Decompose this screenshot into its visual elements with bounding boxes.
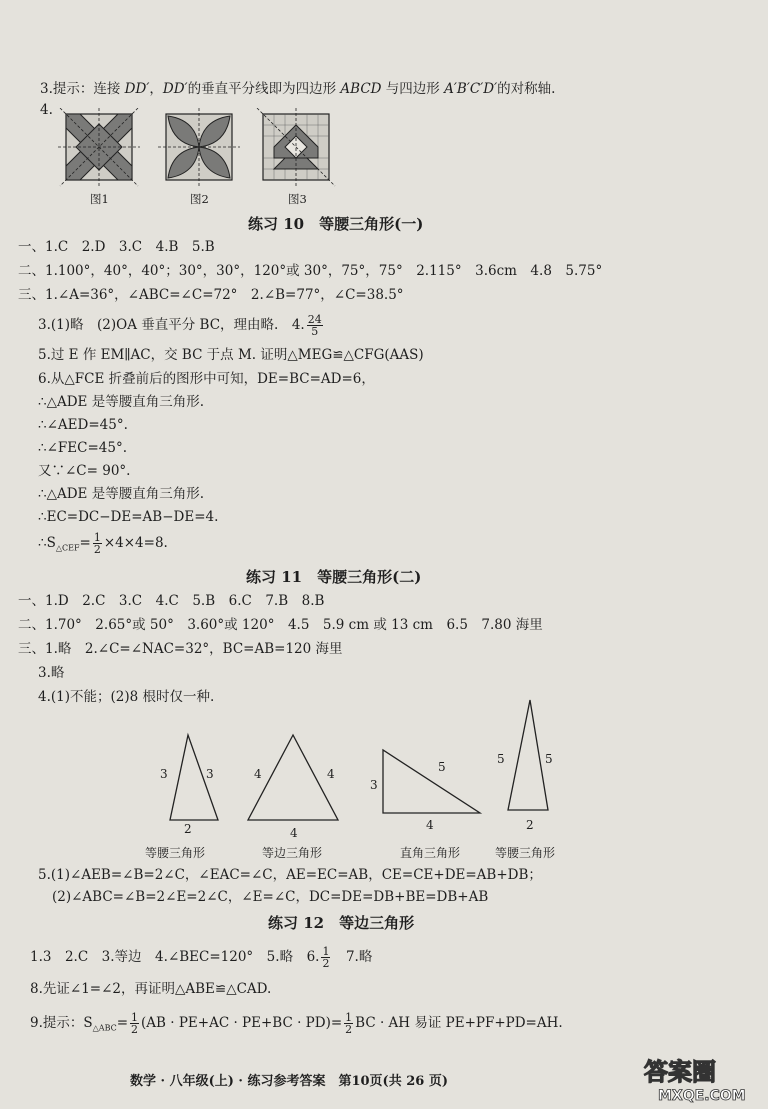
area-subscript: △CEF — [55, 543, 80, 553]
sec12-line1 — [30, 946, 372, 969]
tri4-right: 5 — [545, 752, 553, 766]
hint-3 — [40, 80, 555, 98]
page-footer: 数学 · 八年级(上) · 练习参考答案 第10页(共 26 页) — [130, 1074, 448, 1089]
fraction-24-5 — [307, 314, 323, 337]
hint-3-mid2: 与四边形 — [381, 81, 445, 97]
sec10-line10: 又∵∠C= 90°. — [38, 463, 131, 479]
figure-2-label: 图2 — [190, 192, 209, 206]
fraction-den: 2 — [345, 1023, 353, 1036]
equals-sign: = — [79, 535, 91, 551]
sec11-q5-part1: 5.(1)∠AEB=∠B=2∠C，∠EAC=∠C，AE=EC=AB，CE=CE+DE=AB+DB； — [38, 867, 542, 883]
sec12-line1-text: 1.3 2.C 3.等边 4.∠BEC=120° 5.略 6. — [30, 949, 320, 965]
sec10-line13 — [38, 532, 168, 558]
area-symbol: ∴S — [38, 535, 56, 551]
sec10-line6: 6.从△FCE 折叠前后的图形中可知，DE=BC=AD=6， — [38, 371, 375, 387]
sec10-line11: ∴△ADE 是等腰直角三角形. — [38, 486, 204, 502]
hint-3-suffix: 的对称轴. — [497, 81, 556, 97]
tri3-base: 4 — [426, 818, 434, 832]
figure-1-label: 图1 — [90, 192, 109, 206]
figure-3-drawing — [257, 108, 335, 186]
figure-1-drawing — [58, 108, 140, 186]
sec10-line2: 二、1.100°，40°，40°；30°，30°，120°或 30°，75°，75° 2.115° 3.6cm 4.8 5.75° — [18, 263, 603, 279]
hint-3-dd2: DD′ — [162, 81, 188, 97]
fraction-1-2-b — [344, 1012, 353, 1035]
hint-9-middle: (AB · PE+AC · PE+BC · PD)= — [141, 1015, 343, 1031]
sec10-line5: 5.过 E 作 EM∥AC，交 BC 于点 M. 证明△MEG≌△CFG(AAS) — [38, 347, 424, 363]
tri3-right: 5 — [438, 760, 446, 774]
tri2-right: 4 — [327, 767, 335, 781]
logo-sub-text: MXQE.COM — [658, 1088, 746, 1104]
tri1-base: 2 — [184, 822, 192, 836]
sec11-line4: 3.略 — [38, 665, 65, 681]
sec11-line5: 4.(1)不能；(2)8 根时仅一种. — [38, 689, 215, 705]
fraction-1-2-a — [130, 1012, 139, 1035]
fraction-num: 24 — [307, 313, 322, 326]
sec12-line1-tail: 7.略 — [332, 949, 373, 965]
logo-main-text: 答案圈 — [644, 1058, 716, 1086]
tri3-left: 3 — [370, 778, 378, 792]
sec12-line3 — [30, 1012, 563, 1038]
sec11-q5-part2: (2)∠ABC=∠B=2∠E=2∠C，∠E=∠C，DC=DE=DB+BE=DB+AB — [52, 889, 489, 905]
triangle-isosceles-552 — [508, 700, 548, 810]
fraction-den: 2 — [322, 957, 330, 970]
equals-sign: = — [116, 1015, 129, 1031]
figure-2-drawing — [158, 108, 240, 186]
sec12-line2: 8.先证∠1=∠2，再证明△ABE≌△CAD. — [30, 981, 272, 997]
tri1-right: 3 — [206, 767, 214, 781]
q4-label: 4. — [40, 102, 53, 118]
hint-3-dd1: DD′ — [124, 81, 150, 97]
triangle-right-345 — [383, 750, 480, 813]
hint-9-tail: BC · AH 易证 PE+PF+PD=AH. — [355, 1015, 563, 1031]
tri1-caption: 等腰三角形 — [145, 846, 206, 860]
sec11-line2: 二、1.70° 2.65°或 50° 3.60°或 120° 4.5 5.9 cm 或 13 cm 6.5 7.80 海里 — [18, 617, 543, 633]
sec10-line1: 一、1.C 2.D 3.C 4.B 5.B — [18, 239, 215, 255]
sec10-line7: ∴△ADE 是等腰直角三角形. — [38, 394, 204, 410]
triangles-figure — [160, 695, 580, 830]
hint-3-sep: ， — [149, 81, 163, 97]
hint-3-abcd: ABCD — [340, 81, 382, 97]
fraction-num: 1 — [345, 1011, 353, 1024]
fraction-num: 1 — [93, 531, 101, 544]
area-subscript: △ABC — [92, 1023, 117, 1033]
hint-3-prefix: 3.提示：连接 — [40, 81, 125, 97]
figure-3-label: 图3 — [288, 192, 307, 206]
tri3-caption: 直角三角形 — [400, 846, 461, 860]
sec10-line9: ∴∠FEC=45°. — [38, 440, 127, 456]
fraction-den: 2 — [131, 1023, 139, 1036]
sec11-line1: 一、1.D 2.C 3.C 4.C 5.B 6.C 7.B 8.B — [18, 593, 325, 609]
fraction-num: 1 — [322, 945, 330, 958]
sec10-line4 — [38, 314, 325, 337]
fraction-1-2 — [93, 532, 102, 555]
sec10-line12: ∴EC=DC−DE=AB−DE=4. — [38, 509, 219, 525]
sec10-line8: ∴∠AED=45°. — [38, 417, 128, 433]
fraction-den: 2 — [93, 543, 101, 556]
section-10-title: 练习 10 等腰三角形(一) — [248, 215, 424, 233]
tri2-left: 4 — [254, 767, 262, 781]
fraction-num: 1 — [131, 1011, 139, 1024]
sec10-line3: 三、1.∠A=36°，∠ABC=∠C=72° 2.∠B=77°，∠C=38.5° — [18, 287, 404, 303]
hint-3-abcd2: A′B′C′D′ — [444, 81, 498, 97]
sec10-line4-text: 3.(1)略 (2)OA 垂直平分 BC，理由略. 4. — [38, 317, 305, 333]
area-result: ×4×4=8. — [103, 535, 168, 551]
tri4-left: 5 — [497, 752, 505, 766]
tri4-caption: 等腰三角形 — [495, 846, 556, 860]
tri4-base: 2 — [526, 818, 534, 832]
tri1-left: 3 — [160, 767, 168, 781]
watermark-logo — [640, 1050, 762, 1104]
figures-1-3 — [58, 108, 348, 190]
fraction-1-2 — [321, 946, 330, 969]
hint-9-prefix: 9.提示：S — [30, 1015, 93, 1031]
fraction-den: 5 — [311, 325, 319, 338]
hint-3-mid: 的垂直平分线即为四边形 — [187, 81, 341, 97]
tri2-base: 4 — [290, 826, 298, 840]
section-11-title: 练习 11 等腰三角形(二) — [246, 568, 422, 586]
section-12-title: 练习 12 等边三角形 — [268, 914, 415, 932]
tri2-caption: 等边三角形 — [262, 846, 323, 860]
sec11-line3: 三、1.略 2.∠C=∠NAC=32°，BC=AB=120 海里 — [18, 641, 343, 657]
